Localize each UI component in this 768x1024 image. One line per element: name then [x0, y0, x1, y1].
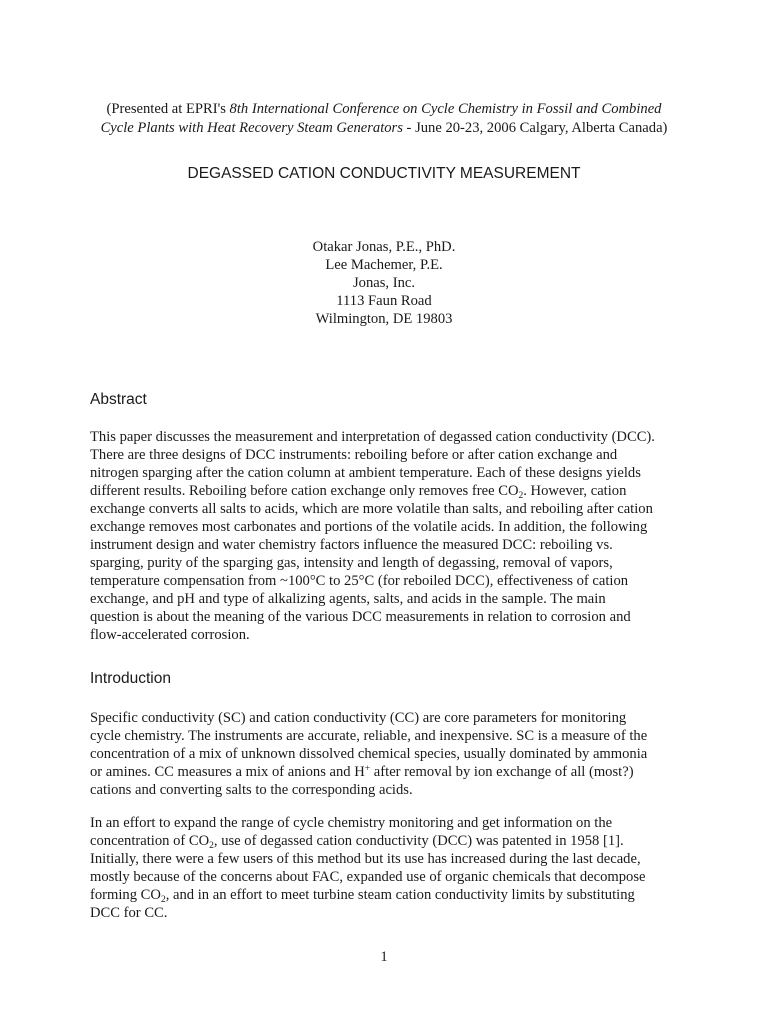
text-line: cycle chemistry. The instruments are accurate, reliable, and inexpensive. SC is a measure of the: [90, 728, 648, 744]
text-line: [90, 482, 690, 500]
conference-date-location: - June 20-23, 2006 Calgary, Alberta Canada): [402, 120, 668, 136]
text-line: exchange removes most carbonates and portions of the volatile acids. In addition, the following: [90, 519, 648, 535]
abstract-paragraph: [90, 428, 690, 644]
text-segment: after removal by ion exchange of all (most?): [370, 764, 634, 780]
abstract-heading: Abstract: [90, 391, 147, 408]
text-segment: concentration of CO: [90, 833, 210, 849]
text-line: mostly because of the concerns about FAC, expanded use of organic chemicals that decompose: [90, 869, 646, 885]
author-line: Jonas, Inc.: [352, 275, 415, 291]
text-line: Initially, there were a few users of this method but its use has increased during the last decade,: [90, 851, 641, 867]
author-line: 1113 Faun Road: [336, 293, 432, 309]
text-line: instrument design and water chemistry factors influence the measured DCC: reboiling vs.: [90, 537, 613, 553]
document-title: DEGASSED CATION CONDUCTIVITY MEASUREMENT: [187, 165, 581, 182]
subscript: 2: [160, 895, 166, 905]
text-line: [90, 763, 690, 781]
text-line: flow-accelerated corrosion.: [90, 627, 250, 643]
text-line: [90, 886, 690, 904]
text-line: sparging, purity of the sparging gas, intensity and length of degassing, removal of vapors,: [90, 555, 613, 571]
introduction-paragraph-2: [90, 814, 690, 922]
text-line: concentration of a mix of unknown dissolved chemical species, usually dominated by ammonia: [90, 746, 648, 762]
text-segment: or amines. CC measures a mix of anions and H: [90, 764, 365, 780]
text-line: nitrogen sparging after the cation column at ambient temperature. Each of these designs yields: [90, 465, 641, 481]
text-line: This paper discusses the measurement and interpretation of degassed cation conductivity (DCC).: [90, 429, 655, 445]
conference-name-line1: 8th International Conference on Cycle Chemistry in Fossil and Combined: [229, 101, 662, 117]
conference-note-prefix: (Presented at EPRI's: [106, 101, 230, 117]
conference-name-line2: Cycle Plants with Heat Recovery Steam Generators: [100, 120, 403, 136]
text-segment: , and in an effort to meet turbine steam cation conductivity limits by substituting: [165, 887, 635, 903]
superscript: +: [364, 764, 371, 774]
author-line: Lee Machemer, P.E.: [325, 257, 443, 273]
introduction-paragraph-1: [90, 709, 690, 799]
text-segment: , use of degassed cation conductivity (DCC) was patented in 1958 [1].: [213, 833, 624, 849]
conference-note: [60, 100, 708, 138]
text-line: cations and converting salts to the corresponding acids.: [90, 782, 413, 798]
text-segment: . However, cation: [523, 483, 627, 499]
text-line: There are three designs of DCC instruments: reboiling before or after cation exchange and: [90, 447, 618, 463]
text-line: In an effort to expand the range of cycle chemistry monitoring and get information on the: [90, 815, 613, 831]
page-number: 1: [380, 949, 388, 965]
text-line: Specific conductivity (SC) and cation conductivity (CC) are core parameters for monitoring: [90, 710, 627, 726]
text-line: question is about the meaning of the various DCC measurements in relation to corrosion and: [90, 609, 631, 625]
introduction-heading: Introduction: [90, 670, 171, 687]
author-line: Otakar Jonas, P.E., PhD.: [312, 239, 456, 255]
subscript: 2: [209, 841, 214, 851]
text-segment: different results. Reboiling before cation exchange only removes free CO: [90, 483, 519, 499]
author-block: [230, 238, 538, 328]
text-line: exchange converts all salts to acids, which are more volatile than salts, and reboiling after cation: [90, 501, 653, 517]
text-line: [90, 832, 690, 850]
text-segment: forming CO: [90, 887, 161, 903]
text-line: exchange, and pH and type of alkalizing agents, salts, and acids in the sample. The main: [90, 591, 606, 607]
text-line: DCC for CC.: [90, 905, 168, 921]
subscript: 2: [518, 491, 524, 501]
author-line: Wilmington, DE 19803: [315, 311, 453, 327]
text-line: temperature compensation from ~100°C to 25°C (for reboiled DCC), effectiveness of cation: [90, 573, 629, 589]
